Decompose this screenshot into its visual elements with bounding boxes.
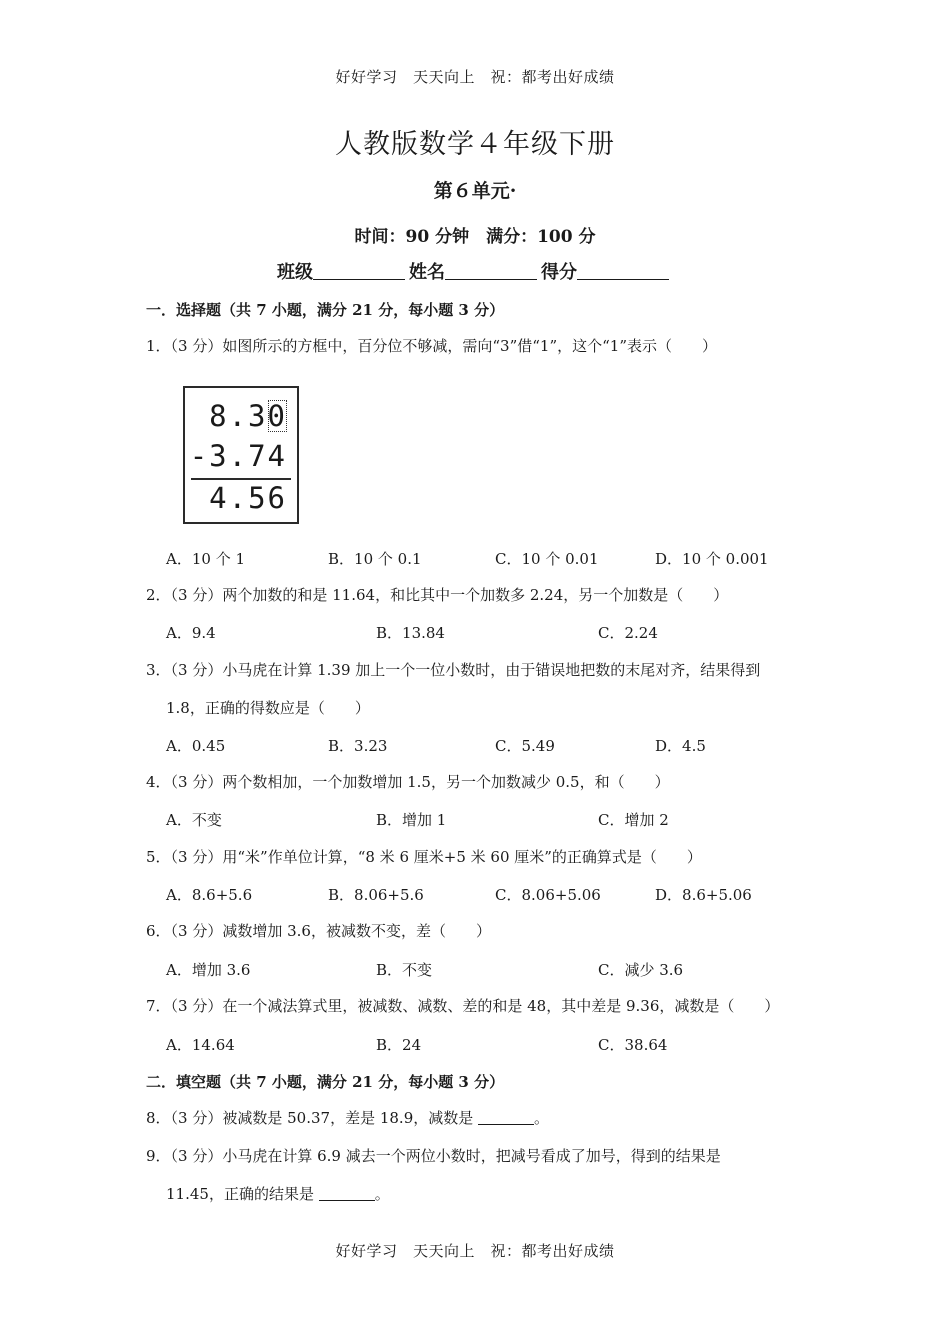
question-2: 2．（3 分）两个加数的和是 11.64，和比其中一个加数多 2.24，另一个加数是（ ） [146,586,729,604]
question-3-line2: 1.8，正确的得数应是（ ） [166,699,370,717]
q2-option-c[interactable]: C．2.24 [598,624,658,642]
q3-option-d[interactable]: D．4.5 [655,737,706,755]
q5-option-c[interactable]: C．8.06+5.06 [495,886,601,904]
figure-boxed-digit: 0 [267,399,287,433]
q7-option-c[interactable]: C．38.64 [598,1036,668,1054]
q5-option-d[interactable]: D．8.6+5.06 [655,886,752,904]
question-6: 6．（3 分）减数增加 3.6，被减数不变，差（ ） [146,922,491,940]
q4-option-b[interactable]: B．增加 1 [376,811,447,829]
q1-option-b[interactable]: B．10 个 0.1 [328,550,422,568]
q2-option-a[interactable]: A．9.4 [166,624,216,642]
question-1: 1．（3 分）如图所示的方框中，百分位不够减，需向“3”借“1”，这个“1”表示（ ） [146,337,717,355]
page-footer: 好好学习 天天向上 祝：都考出好成绩 [335,1242,615,1260]
student-info-line [0,258,950,284]
q6-option-b[interactable]: B．不变 [376,961,433,979]
q4-option-c[interactable]: C．增加 2 [598,811,669,829]
q6-option-a[interactable]: A．增加 3.6 [166,961,251,979]
score-label: 得分 [541,262,577,283]
page-header: 好好学习 天天向上 祝：都考出好成绩 [335,68,615,86]
question-9-line2: 11.45，正确的结果是 。 [166,1185,390,1203]
q3-option-b[interactable]: B．3.23 [328,737,388,755]
question-9: 9．（3 分）小马虎在计算 6.9 减去一个两位小数时，把减号看成了加号，得到的结果是 [146,1147,721,1165]
document-title: 人教版数学４年级下册 [335,129,615,160]
figure-rule [191,478,291,480]
q1-option-c[interactable]: C．10 个 0.01 [495,550,599,568]
unit-subtitle: 第６单元· [433,180,517,202]
question-4: 4．（3 分）两个数相加，一个加数增加 1.5，另一个加数减少 0.5，和（ ） [146,773,670,791]
q3-option-c[interactable]: C．5.49 [495,737,555,755]
figure-difference: 4.56 [209,481,287,515]
question-5: 5．（3 分）用“米”作单位计算，“8 米 6 厘米+5 米 60 厘米”的正确算式是（ ） [146,848,702,866]
class-blank[interactable] [313,261,405,280]
subtraction-figure [183,386,299,524]
time-and-score-info: 时间：90 分钟 满分：100 分 [354,227,596,247]
question-8: 8．（3 分）被减数是 50.37，差是 18.9，减数是 。 [146,1109,550,1127]
section-heading-fill: 二．填空题（共 7 小题，满分 21 分，每小题 3 分） [146,1073,505,1091]
figure-subtrahend: -3.74 [189,439,287,473]
name-blank[interactable] [445,261,537,280]
q6-option-c[interactable]: C．减少 3.6 [598,961,684,979]
q8-answer-blank[interactable] [478,1109,534,1125]
q1-option-a[interactable]: A．10 个 1 [166,550,245,568]
q9-answer-blank[interactable] [319,1185,375,1201]
question-3: 3．（3 分）小马虎在计算 1.39 加上一个一位小数时，由于错误地把数的末尾对齐，结果得到 [146,661,761,679]
q7-option-a[interactable]: A．14.64 [166,1036,235,1054]
q1-option-d[interactable]: D．10 个 0.001 [655,550,769,568]
class-label: 班级 [277,262,313,283]
q5-option-b[interactable]: B．8.06+5.6 [328,886,424,904]
q5-option-a[interactable]: A．8.6+5.6 [166,886,253,904]
q3-option-a[interactable]: A．0.45 [166,737,226,755]
section-heading-choice: 一．选择题（共 7 小题，满分 21 分，每小题 3 分） [146,301,505,319]
figure-minuend: 8.30 [209,399,287,433]
score-blank[interactable] [577,261,669,280]
name-label: 姓名 [409,262,445,283]
q7-option-b[interactable]: B．24 [376,1036,422,1054]
question-7: 7．（3 分）在一个减法算式里，被减数、减数、差的和是 48，其中差是 9.36，减数是（ ） [146,997,780,1015]
q2-option-b[interactable]: B．13.84 [376,624,445,642]
q4-option-a[interactable]: A．不变 [166,811,222,829]
